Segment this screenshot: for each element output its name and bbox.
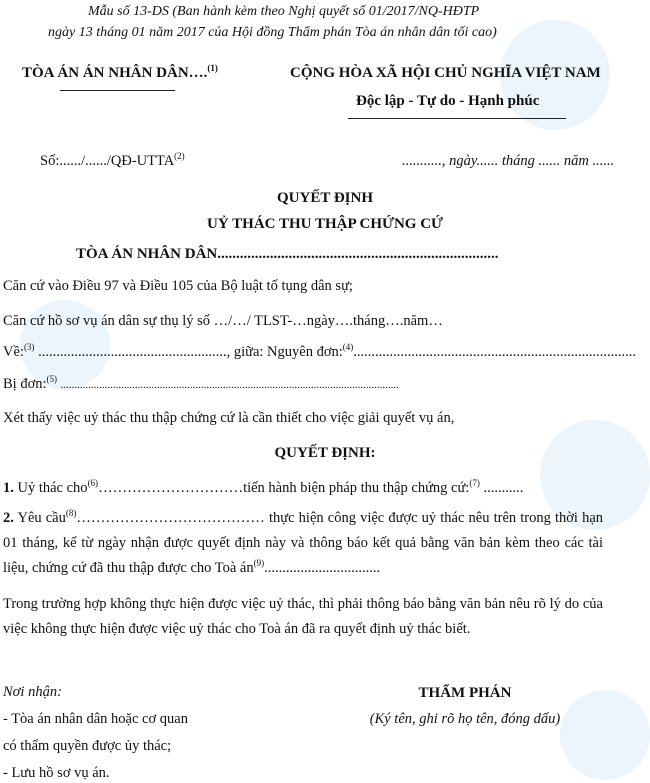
- recipient-1: - Tòa án nhân dân hoặc cơ quan: [3, 711, 188, 727]
- form-note-line2: ngày 13 tháng 01 năm 2017 của Hội đồng Thẩm phán Tòa án nhân dân tối cao): [48, 25, 497, 40]
- document-number: Số:....../....../QĐ-UTTA$^{(2)}$: [40, 151, 185, 169]
- decide-heading: QUYẾT ĐỊNH:: [274, 445, 376, 461]
- article-1: 1. Uỷ thác cho$^{(6)}$…………………………tiến hành biện pháp thu thập chứng cứ:$^{(7)}$ ...........: [3, 478, 524, 496]
- issuing-court: TÒA ÁN NHÂN DÂN...........................................................................: [76, 246, 499, 262]
- consideration: Xét thấy việc uỷ thác thu thập chứng cứ là cần thiết cho việc giải quyết vụ án,: [3, 410, 455, 426]
- date-line: ..........., ngày...... tháng ...... năm ......: [402, 153, 615, 169]
- republic-name: CỘNG HÒA XÃ HỘI CHỦ NGHĨA VIỆT NAM: [290, 65, 601, 81]
- legal-basis-2: Căn cứ hồ sơ vụ án dân sự thụ lý số …/…/ TLST-…ngày….tháng….năm…: [3, 313, 443, 329]
- defendant-line: Bị đơn:$^{(5)}$ ...........................................................................................................................: [3, 374, 399, 392]
- case-about-line: Về:$^{(3)}$ ...................................................., giữa: Nguyên đơn:$^{(4)}$..............................................................................: [3, 342, 637, 360]
- court-name: TÒA ÁN ÁN NHÂN DÂN….$^{(1)}$: [22, 63, 218, 81]
- motto: Độc lập - Tự do - Hạnh phúc: [356, 93, 540, 109]
- failure-notice: Trong trường hợp không thực hiện được việc uỷ thác, thì phải thông báo bằng văn bản nêu rõ lý do của việc không thực hiện được việc uỷ thác cho Toà án đã ra quyết định uỷ thác biết.: [3, 596, 603, 637]
- watermark-circle: [560, 690, 650, 780]
- recipient-2: - Lưu hồ sơ vụ án.: [3, 765, 110, 781]
- legal-basis-1: Căn cứ vào Điều 97 và Điều 105 của Bộ luật tố tụng dân sự;: [3, 278, 353, 294]
- court-underline: [60, 90, 175, 91]
- motto-underline: [348, 118, 566, 119]
- article-2: 2. Yêu cầu$^{(8)}$………………………………… thực hiện công việc được uỷ thác nêu trên trong thời hạn 01 tháng, kể từ ngày nhận được quyết định này và thông báo kết quả bằng văn bản kèm theo các tài liệu, chứng cứ đã thu thập được cho Toà $án^{(9)}$................................: [3, 508, 604, 576]
- form-note-line1: Mẫu số 13-DS (Ban hành kèm theo Nghị quyết số 01/2017/NQ-HĐTP: [88, 4, 480, 19]
- judge-title: THẨM PHÁN: [418, 685, 512, 701]
- signature-note: (Ký tên, ghi rõ họ tên, đóng dấu): [369, 711, 561, 727]
- decision-title: QUYẾT ĐỊNH: [277, 190, 373, 206]
- decision-subtitle: UỶ THÁC THU THẬP CHỨNG CỨ: [207, 216, 443, 232]
- recipient-1-continued: có thẩm quyền được ủy thác;: [3, 738, 172, 754]
- recipients-label: Nơi nhận:: [3, 684, 62, 700]
